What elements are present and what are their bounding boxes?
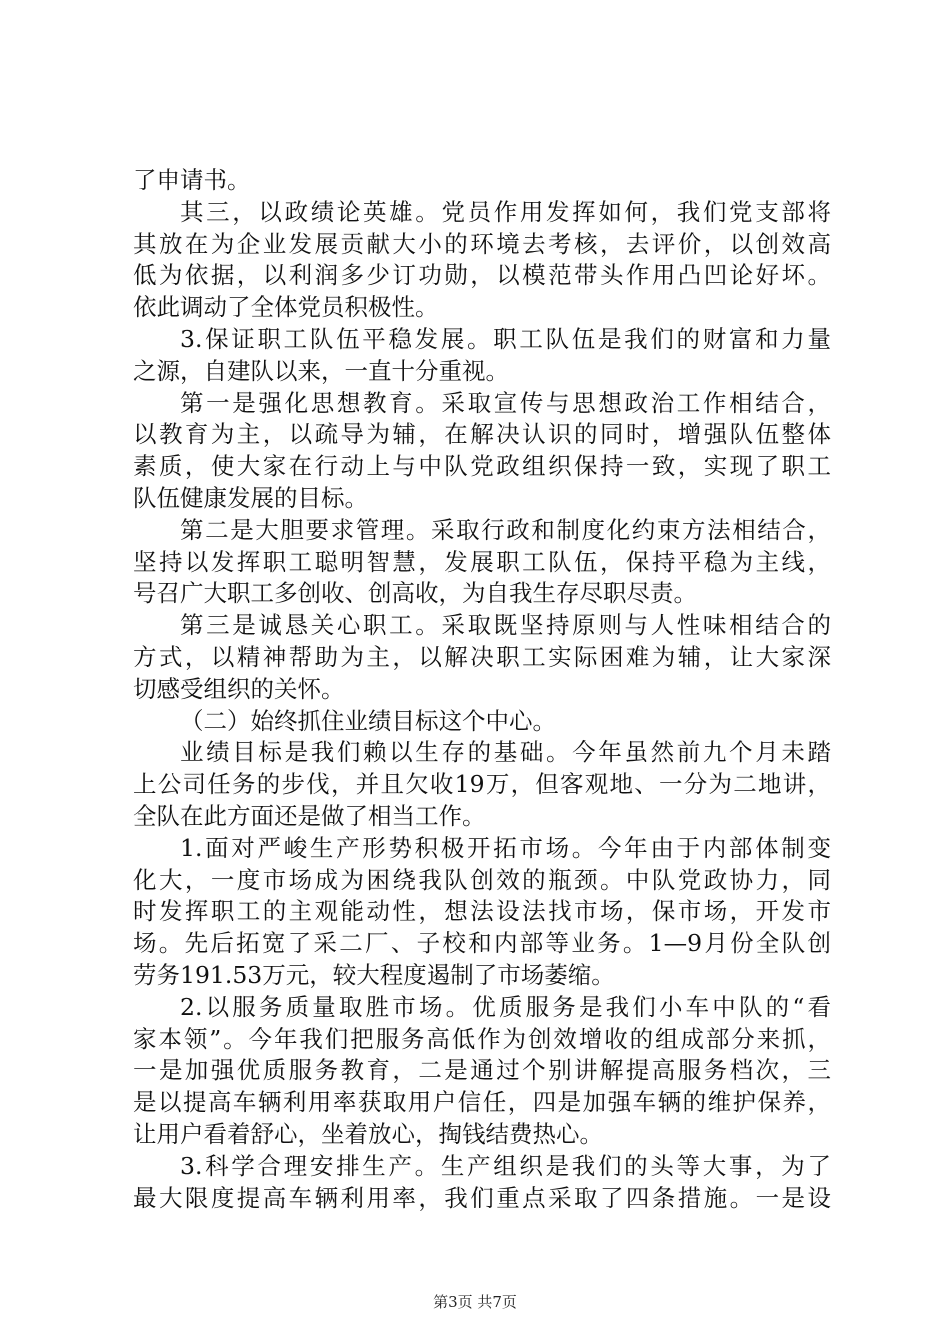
text-line: 3.科学合理安排生产。生产组织是我们的头等大事，为了	[180, 1151, 831, 1180]
text-line: 业绩目标是我们赖以生存的基础。今年虽然前九个月未踏	[180, 738, 831, 767]
text-line: 上公司任务的步伐，并且欠收19万，但客观地、一分为二地讲，	[133, 770, 831, 799]
text-line: 依此调动了全体党员积极性。	[133, 293, 439, 322]
text-line: 化大，一度市场成为困绕我队创效的瓶颈。中队党政协力，同	[133, 865, 831, 894]
text-line: 最大限度提高车辆利用率，我们重点采取了四条措施。一是设	[133, 1183, 831, 1212]
text-line: 切感受组织的关怀。	[133, 674, 345, 703]
text-line: 第一是强化思想教育。采取宣传与思想政治工作相结合，	[180, 388, 831, 417]
text-line: 低为依据，以利润多少订功勋，以模范带头作用凸凹论好坏。	[133, 261, 831, 290]
text-line: 素质，使大家在行动上与中队党政组织保持一致，实现了职工	[133, 452, 831, 481]
text-line: 队伍健康发展的目标。	[133, 483, 368, 512]
text-line: 坚持以发挥职工聪明智慧，发展职工队伍，保持平稳为主线，	[133, 547, 831, 576]
text-line: 劳务191.53万元，较大程度遏制了市场萎缩。	[133, 960, 615, 989]
text-line: 一是加强优质服务教育，二是通过个别讲解提高服务档次，三	[133, 1056, 831, 1085]
text-line: 是以提高车辆利用率获取用户信任，四是加强车辆的维护保养，	[133, 1088, 831, 1117]
text-line: 全队在此方面还是做了相当工作。	[133, 801, 486, 830]
text-line: 场。先后拓宽了采二厂、子校和内部等业务。1—9月份全队创	[133, 929, 831, 958]
text-line: 方式，以精神帮助为主，以解决职工实际困难为辅，让大家深	[133, 642, 831, 671]
text-line: 之源，自建队以来，一直十分重视。	[133, 356, 509, 385]
text-line: 时发挥职工的主观能动性，想法设法找市场，保市场，开发市	[133, 897, 831, 926]
text-line: 第三是诚恳关心职工。采取既坚持原则与人性味相结合的	[180, 611, 831, 640]
text-line: 1.面对严峻生产形势积极开拓市场。今年由于内部体制变	[180, 833, 831, 862]
text-line: 第二是大胆要求管理。采取行政和制度化约束方法相结合，	[180, 515, 831, 544]
text-line: （二）始终抓住业绩目标这个中心。	[180, 706, 556, 735]
text-line: 其三，以政绩论英雄。党员作用发挥如何，我们党支部将	[180, 197, 831, 226]
text-line: 号召广大职工多创收、创高收，为自我生存尽职尽责。	[133, 579, 697, 608]
text-line: 家本领”。今年我们把服务高低作为创效增收的组成部分来抓，	[133, 1024, 831, 1053]
text-line: 以教育为主，以疏导为辅，在解决认识的同时，增强队伍整体	[133, 420, 831, 449]
text-line: 3.保证职工队伍平稳发展。职工队伍是我们的财富和力量	[180, 324, 831, 353]
text-line: 其放在为企业发展贡献大小的环境去考核，去评价，以创效高	[133, 229, 831, 258]
text-line: 让用户看着舒心，坐着放心，掏钱结费热心。	[133, 1119, 603, 1148]
page-footer: 第3页 共7页	[433, 1293, 517, 1311]
text-line: 了申请书。	[133, 166, 251, 194]
text-line: 2.以服务质量取胜市场。优质服务是我们小车中队的“看	[180, 992, 831, 1021]
document-body	[133, 165, 831, 1214]
